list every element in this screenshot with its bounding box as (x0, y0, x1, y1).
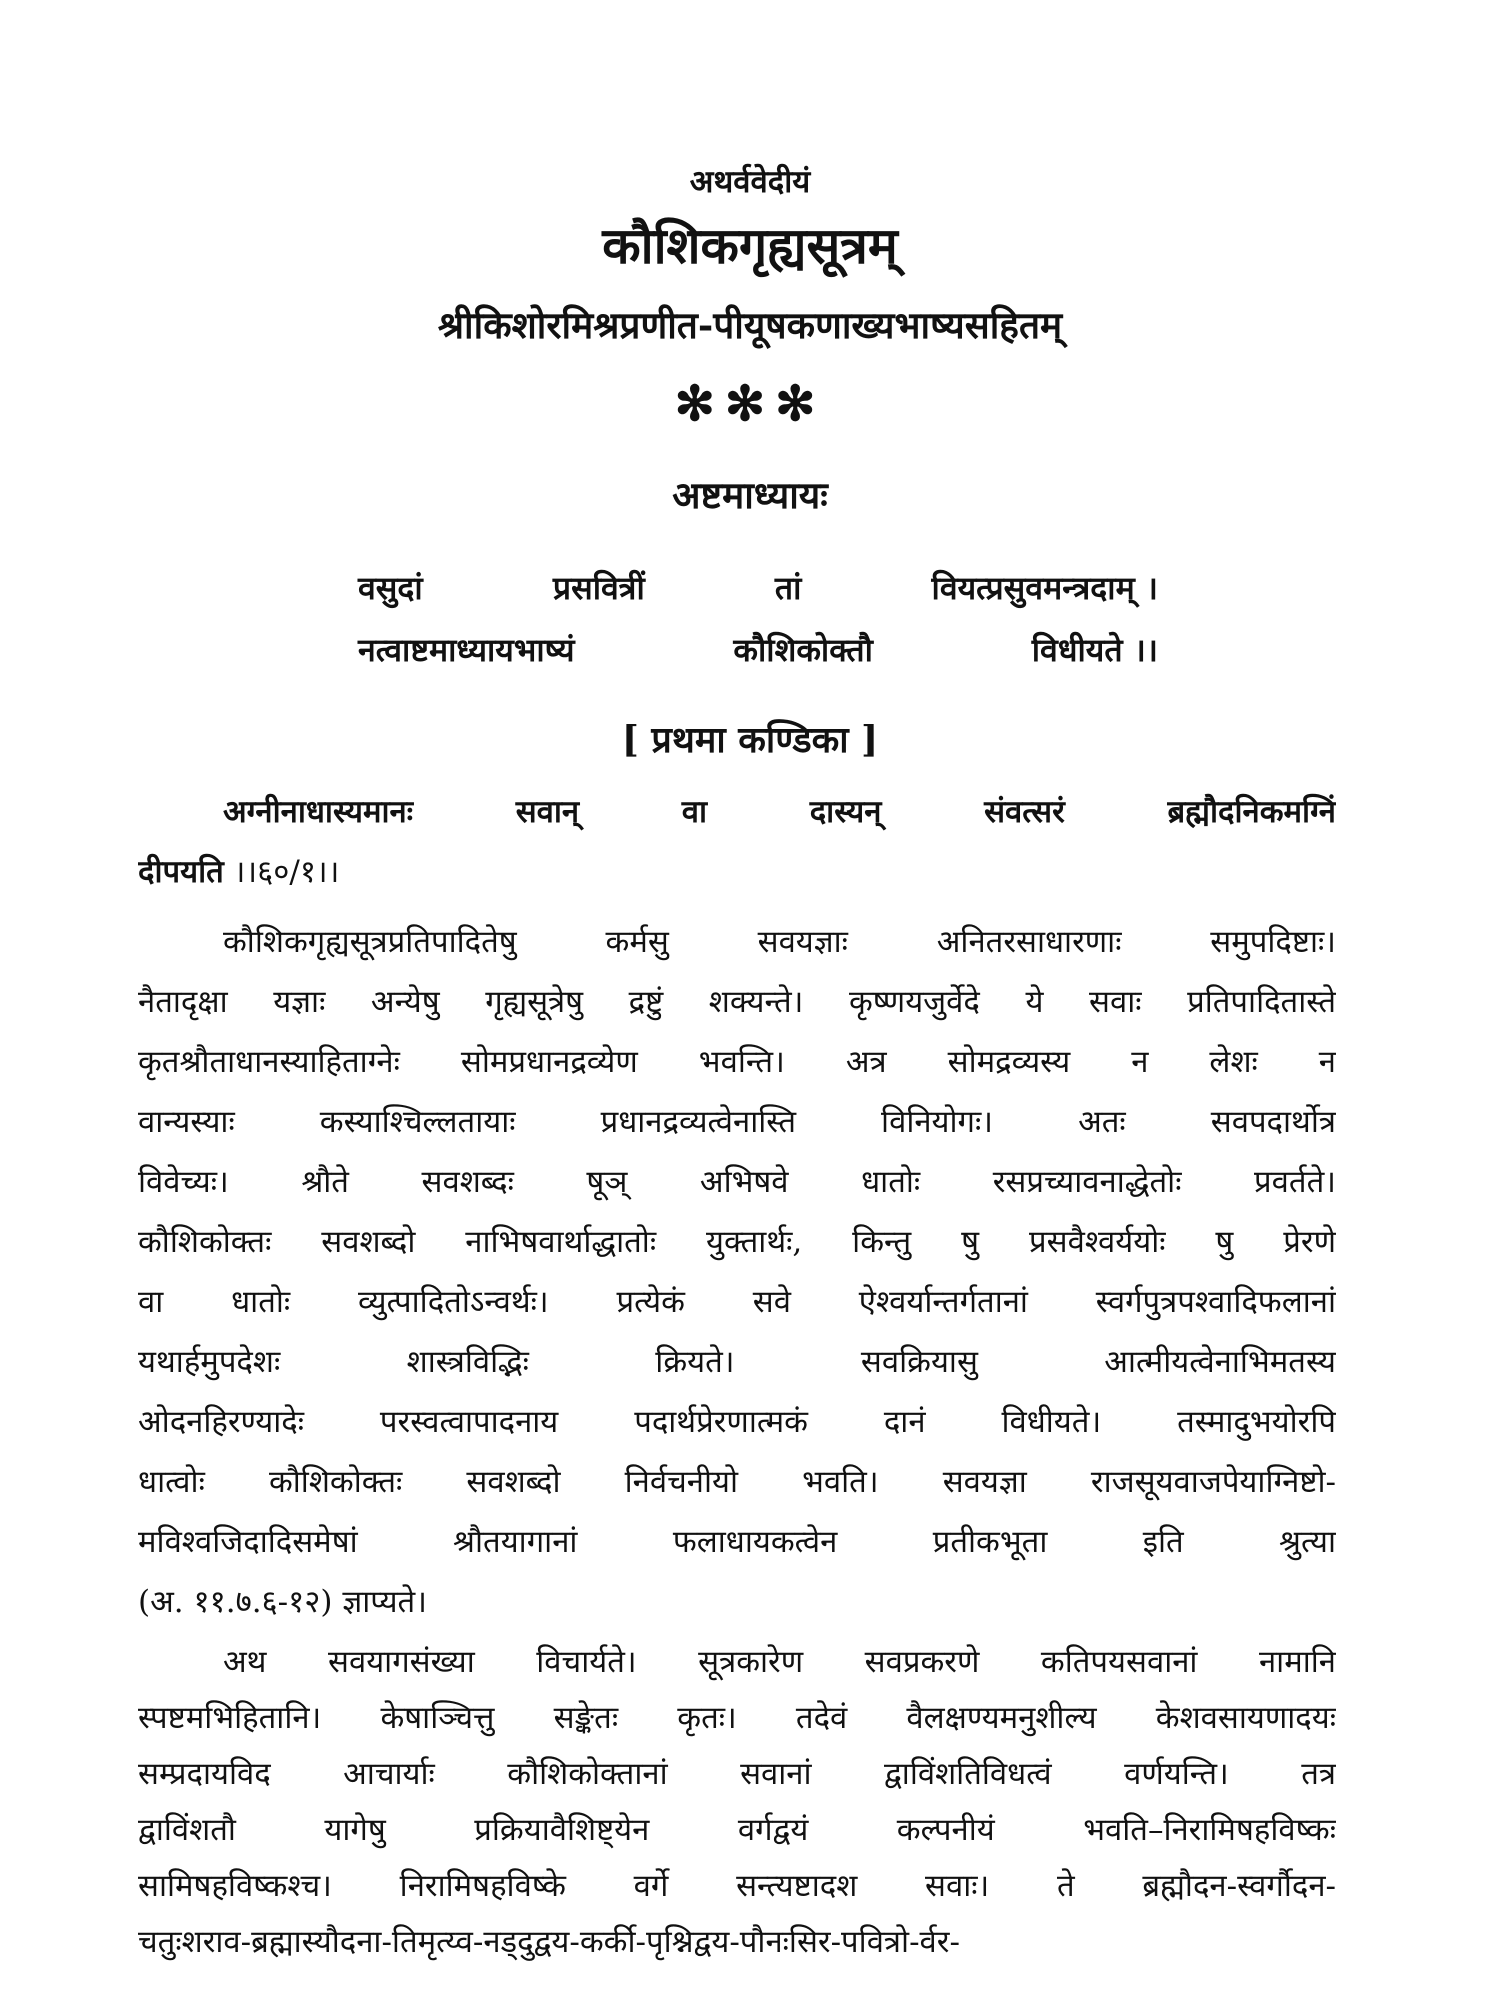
paragraph-line: मविश्वजिदादिसमेषां श्रौतयागानां फलाधायकत्वेन प्रतीकभूता इति श्रुत्या (138, 1524, 1336, 1560)
paragraph-line: धात्वोः कौशिकोक्तः सवशब्दो निर्वचनीयो भवति। सवयज्ञा राजसूयवाजपेयाग्निष्टो- (138, 1464, 1336, 1500)
chapter-heading: अष्टमाध्यायः (672, 473, 828, 517)
paragraph-line: विवेच्यः। श्रौते सवशब्दः षूञ् अभिषवे धातोः रसप्रच्यावनाद्धेतोः प्रवर्तते। (138, 1164, 1336, 1200)
verse-word: तां (774, 569, 802, 607)
sutra-line (138, 850, 1336, 896)
verse-word: कौशिकोक्तौ (733, 631, 873, 669)
paragraph-line: कौशिकगृह्यसूत्रप्रतिपादितेषु कर्मसु सवयज्ञाः अनितरसाधारणाः समुपदिष्टाः। (223, 924, 1336, 960)
invocation-verse-line-2 (358, 628, 1158, 671)
verse-word: वसुदां (358, 569, 423, 607)
paragraph-line: (अ. ११.७.६-१२) ज्ञाप्यते। (138, 1584, 427, 1620)
paragraph-line: वा धातोः व्युत्पादितोऽन्वर्थः। प्रत्येकं सवे ऐश्वर्यान्तर्गतानां स्वर्गपुत्रपश्वादिफलानां (138, 1284, 1336, 1320)
paragraph-line: यथार्हमुपदेशः शास्त्रविद्भिः क्रियते। सवक्रियासु आत्मीयत्वेनाभिमतस्य (138, 1344, 1336, 1380)
paragraph-line: सम्प्रदायविद आचार्याः कौशिकोक्तानां सवानां द्वाविंशतिविधत्वं वर्णयन्ति। तत्र (138, 1756, 1336, 1792)
verse-word: वियत्प्रसुवमन्त्रदाम् । (931, 569, 1158, 607)
sutra-word: दीपयति (138, 854, 224, 890)
paragraph-line: कौशिकोक्तः सवशब्दो नाभिषवार्थाद्धातोः युक्तार्थः, किन्तु षु प्रसवैश्वर्ययोः षु प्रेरणे (138, 1224, 1336, 1260)
invocation-verse-line-1 (358, 566, 1158, 609)
paragraph-line: अथ सवयागसंख्या विचार्यते। सूत्रकारेण सवप्रकरणे कतिपयसवानां नामानि (223, 1644, 1336, 1680)
asterism-ornament: ✻✻✻ (674, 376, 826, 432)
sutra-line: अग्नीनाधास्यमानः सवान् वा दास्यन् संवत्सरं ब्रह्मौदनिकमग्निं (223, 794, 1336, 830)
veda-subtitle: अथर्ववेदीयं (689, 164, 811, 200)
paragraph-line: नैतादृक्षा यज्ञाः अन्येषु गृह्यसूत्रेषु द्रष्टुं शक्यन्ते। कृष्णयजुर्वेदे ये सवाः प्रतिपादितास्ते (138, 984, 1336, 1020)
verse-word: नत्वाष्टमाध्यायभाष्यं (358, 631, 575, 669)
paragraph-line: स्पष्टमभिहितानि। केषाञ्चित्तु सङ्केतः कृतः। तदेवं वैलक्षण्यमनुशील्य केशवसायणादयः (138, 1700, 1336, 1736)
paragraph-line: कृतश्रौताधानस्याहिताग्नेः सोमप्रधानद्रव्येण भवन्ति। अत्र सोमद्रव्यस्य न लेशः न (138, 1044, 1336, 1080)
paragraph-line: ओदनहिरण्यादेः परस्वत्वापादनाय पदार्थप्रेरणात्मकं दानं विधीयते। तस्मादुभयोरपि (138, 1404, 1336, 1440)
verse-word: विधीयते ।। (1031, 631, 1158, 669)
paragraph-line: सामिषहविष्कश्च। निरामिषहविष्के वर्गे सन्त्यष्टादश सवाः। ते ब्रह्मौदन-स्वर्गौदन- (138, 1868, 1336, 1904)
kandika-heading: [ प्रथमा कण्डिका ] (621, 719, 879, 761)
paragraph-line: वान्यस्याः कस्याश्चिल्लतायाः प्रधानद्रव्यत्वेनास्ति विनियोगः। अतः सवपदार्थोत्र (138, 1104, 1336, 1140)
paragraph-line: द्वाविंशतौ यागेषु प्रक्रियावैशिष्ट्येन वर्गद्वयं कल्पनीयं भवति–निरामिषहविष्कः (138, 1812, 1336, 1848)
sutra-number: ।।६०/१।। (223, 854, 340, 890)
verse-word: प्रसवित्रीं (552, 569, 645, 607)
book-title: कौशिकगृह्यसूत्रम् (602, 216, 898, 275)
commentary-title: श्रीकिशोरमिश्रप्रणीत-पीयूषकणाख्यभाष्यसहितम् (437, 303, 1063, 347)
paragraph-line: चतुःशराव-ब्रह्मास्यौदना-तिमृत्य्व-नड्दुद्वय-कर्की-पृश्निद्वय-पौनःसिर-पवित्रो-र्वर- (138, 1924, 960, 1960)
